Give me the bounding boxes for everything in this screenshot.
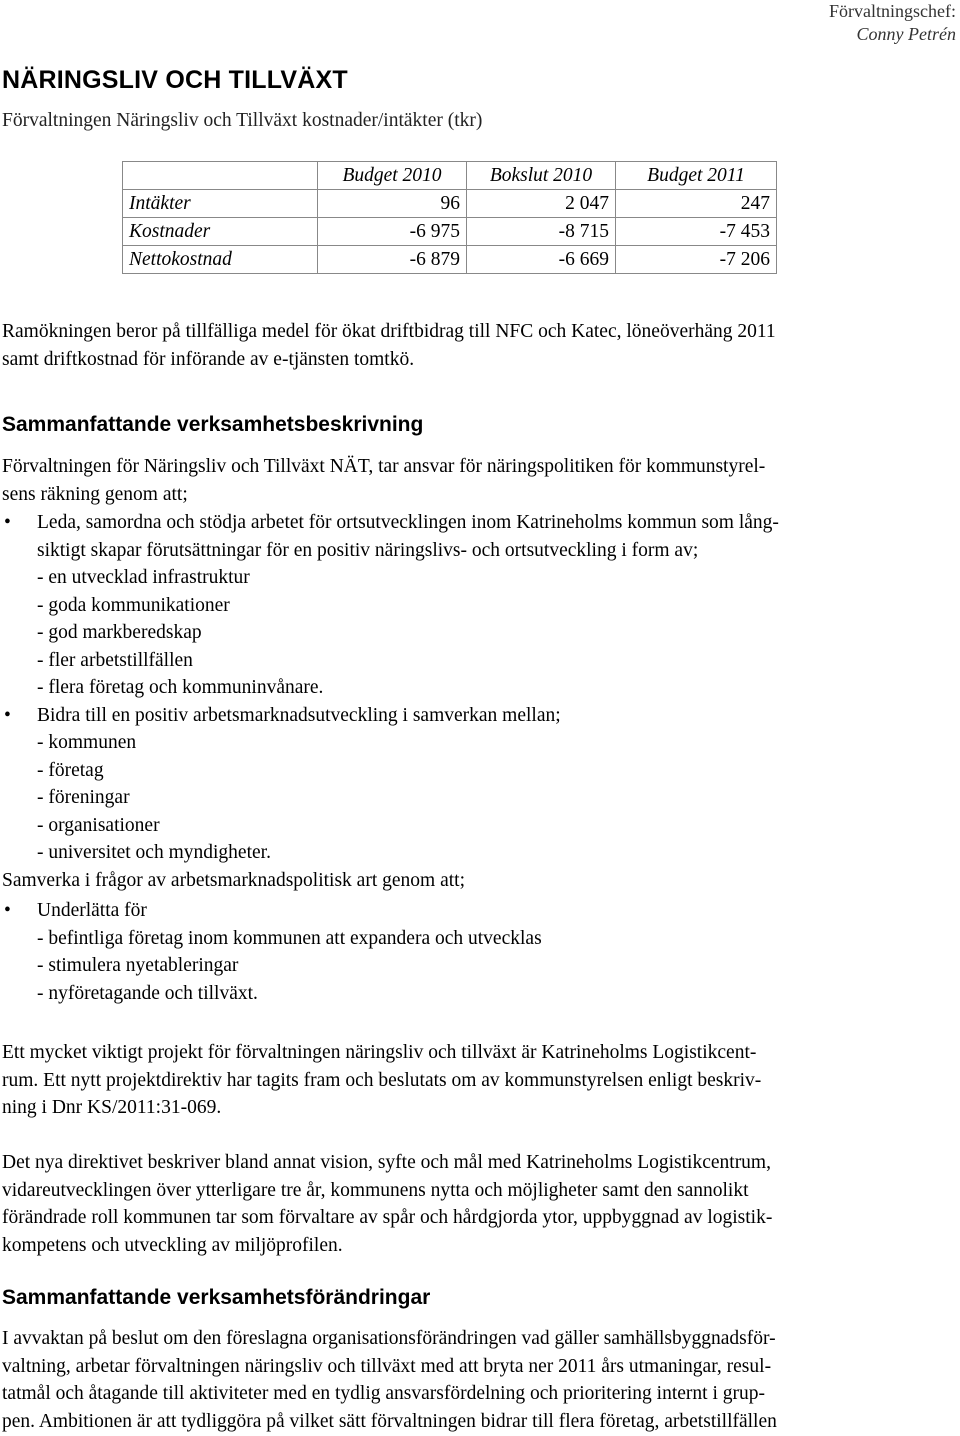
list-item bbox=[2, 509, 954, 702]
paragraph-forandringar bbox=[2, 1325, 952, 1435]
sub-item: - företag bbox=[37, 759, 104, 781]
header-name: Conny Petrén bbox=[856, 24, 956, 44]
table-row bbox=[123, 246, 777, 274]
text-line: förändrade roll kommunen tar som förvaltare av spår och hårdgjorda ytor, uppbyggnad av logistik- bbox=[2, 1207, 773, 1228]
text-line: samt driftkostnad för införande av e-tjänsten tomtkö. bbox=[2, 348, 415, 370]
text-line: Underlätta för bbox=[37, 900, 147, 921]
header-role: Förvaltningschef: bbox=[829, 1, 956, 21]
text-line: sens räkning genom att; bbox=[2, 483, 188, 505]
sub-item: - nyföretagande och tillväxt. bbox=[37, 982, 258, 1004]
text-line: Leda, samordna och stödja arbetet för ortsutvecklingen inom Katrineholms kommun som lång- bbox=[37, 512, 779, 533]
text-line: Förvaltningen för Näringsliv och Tillväxt NÄT, tar ansvar för näringspolitiken för kommunstyrel- bbox=[2, 456, 766, 477]
text-line: vidareutvecklingen över ytterligare tre år, kommunens nytta och möjligheter samt den sannolikt bbox=[2, 1179, 749, 1201]
row-label: Intäkter bbox=[123, 190, 318, 218]
text-line: rum. Ett nytt projektdirektiv har tagits fram och beslutats om av kommunstyrelsen enligt beskriv- bbox=[2, 1069, 762, 1091]
list-item bbox=[2, 897, 954, 1007]
sub-item: - befintliga företag inom kommunen att expandera och utvecklas bbox=[37, 927, 542, 949]
sub-item: - flera företag och kommuninvånare. bbox=[37, 677, 324, 698]
sub-item: - universitet och myndigheter. bbox=[37, 842, 271, 863]
sub-item: - organisationer bbox=[37, 814, 160, 836]
table-cell: -8 715 bbox=[467, 218, 616, 246]
bullet-icon: • bbox=[4, 704, 11, 726]
paragraph-logistikcentrum bbox=[2, 1039, 952, 1122]
text-line: Ett mycket viktigt projekt för förvaltningen näringsliv och tillväxt är Katrineholms Logistikcent- bbox=[2, 1042, 757, 1063]
bullet-icon: • bbox=[4, 512, 11, 533]
sub-item: - goda kommunikationer bbox=[37, 594, 230, 616]
responsibility-list bbox=[2, 509, 954, 1007]
column-header: Budget 2011 bbox=[616, 162, 777, 190]
text-line: I avvaktan på beslut om den föreslagna organisationsförändringen vad gäller samhällsbyggnadsför- bbox=[2, 1328, 776, 1349]
table-row bbox=[123, 190, 777, 218]
page-header bbox=[829, 0, 956, 46]
row-label: Nettokostnad bbox=[123, 246, 318, 274]
table-cell: 96 bbox=[318, 190, 467, 218]
text-line: Ramökningen beror på tillfälliga medel för ökat driftbidrag till NFC och Katec, löneöverhäng 2011 bbox=[2, 321, 776, 342]
paragraph-direktiv bbox=[2, 1149, 952, 1259]
text-line: kompetens och utveckling av miljöprofilen. bbox=[2, 1234, 343, 1256]
list-item bbox=[2, 702, 954, 867]
page-title: NÄRINGSLIV OCH TILLVÄXT bbox=[2, 66, 348, 94]
paragraph-ramokning bbox=[2, 318, 952, 373]
table-header-row bbox=[123, 162, 777, 190]
section-heading-verksamhetsbeskrivning: Sammanfattande verksamhetsbeskrivning bbox=[2, 413, 424, 436]
table-cell: -6 975 bbox=[318, 218, 467, 246]
sub-item: - fler arbetstillfällen bbox=[37, 649, 193, 671]
sub-item: - god markberedskap bbox=[37, 622, 202, 643]
budget-table bbox=[122, 161, 777, 274]
table-cell: -6 669 bbox=[467, 246, 616, 274]
row-label: Kostnader bbox=[123, 218, 318, 246]
table-cell: 247 bbox=[616, 190, 777, 218]
column-header: Budget 2010 bbox=[318, 162, 467, 190]
sub-item: - en utvecklad infrastruktur bbox=[37, 567, 250, 588]
table-corner-cell bbox=[123, 162, 318, 190]
table-row bbox=[123, 218, 777, 246]
sub-item: - kommunen bbox=[37, 732, 137, 753]
page-subtitle: Förvaltningen Näringsliv och Tillväxt kostnader/intäkter (tkr) bbox=[2, 110, 483, 131]
text-line: siktigt skapar förutsättningar för en positiv näringslivs- och ortsutveckling i form av; bbox=[37, 539, 699, 561]
text-line: tatmål och åtagande till aktiviteter med en tydlig ansvarsfördelning och prioritering internt i grup- bbox=[2, 1383, 765, 1404]
table-cell: -7 453 bbox=[616, 218, 777, 246]
sub-item: - stimulera nyetableringar bbox=[37, 955, 239, 976]
paragraph-intro bbox=[2, 453, 952, 508]
bullet-icon: • bbox=[4, 900, 11, 921]
text-line: valtning, arbetar förvaltningen näringsliv och tillväxt med att bryta ner 2011 års utmaningar, resul- bbox=[2, 1355, 772, 1377]
text-line: ning i Dnr KS/2011:31-069. bbox=[2, 1097, 222, 1118]
sub-item: - föreningar bbox=[37, 787, 130, 808]
text-line: pen. Ambitionen är att tydliggöra på vilket sätt förvaltningen bidrar till flera företag, arbetstillfällen bbox=[2, 1410, 777, 1432]
section-heading-verksamhetsforandringar: Sammanfattande verksamhetsförändringar bbox=[2, 1286, 431, 1309]
column-header: Bokslut 2010 bbox=[467, 162, 616, 190]
text-line: Samverka i frågor av arbetsmarknadspolitisk art genom att; bbox=[2, 869, 465, 891]
table-cell: -7 206 bbox=[616, 246, 777, 274]
table-cell: -6 879 bbox=[318, 246, 467, 274]
text-line: Det nya direktivet beskriver bland annat vision, syfte och mål med Katrineholms Logistikcentrum, bbox=[2, 1152, 771, 1173]
text-line: Bidra till en positiv arbetsmarknadsutveckling i samverkan mellan; bbox=[37, 704, 561, 726]
table-cell: 2 047 bbox=[467, 190, 616, 218]
